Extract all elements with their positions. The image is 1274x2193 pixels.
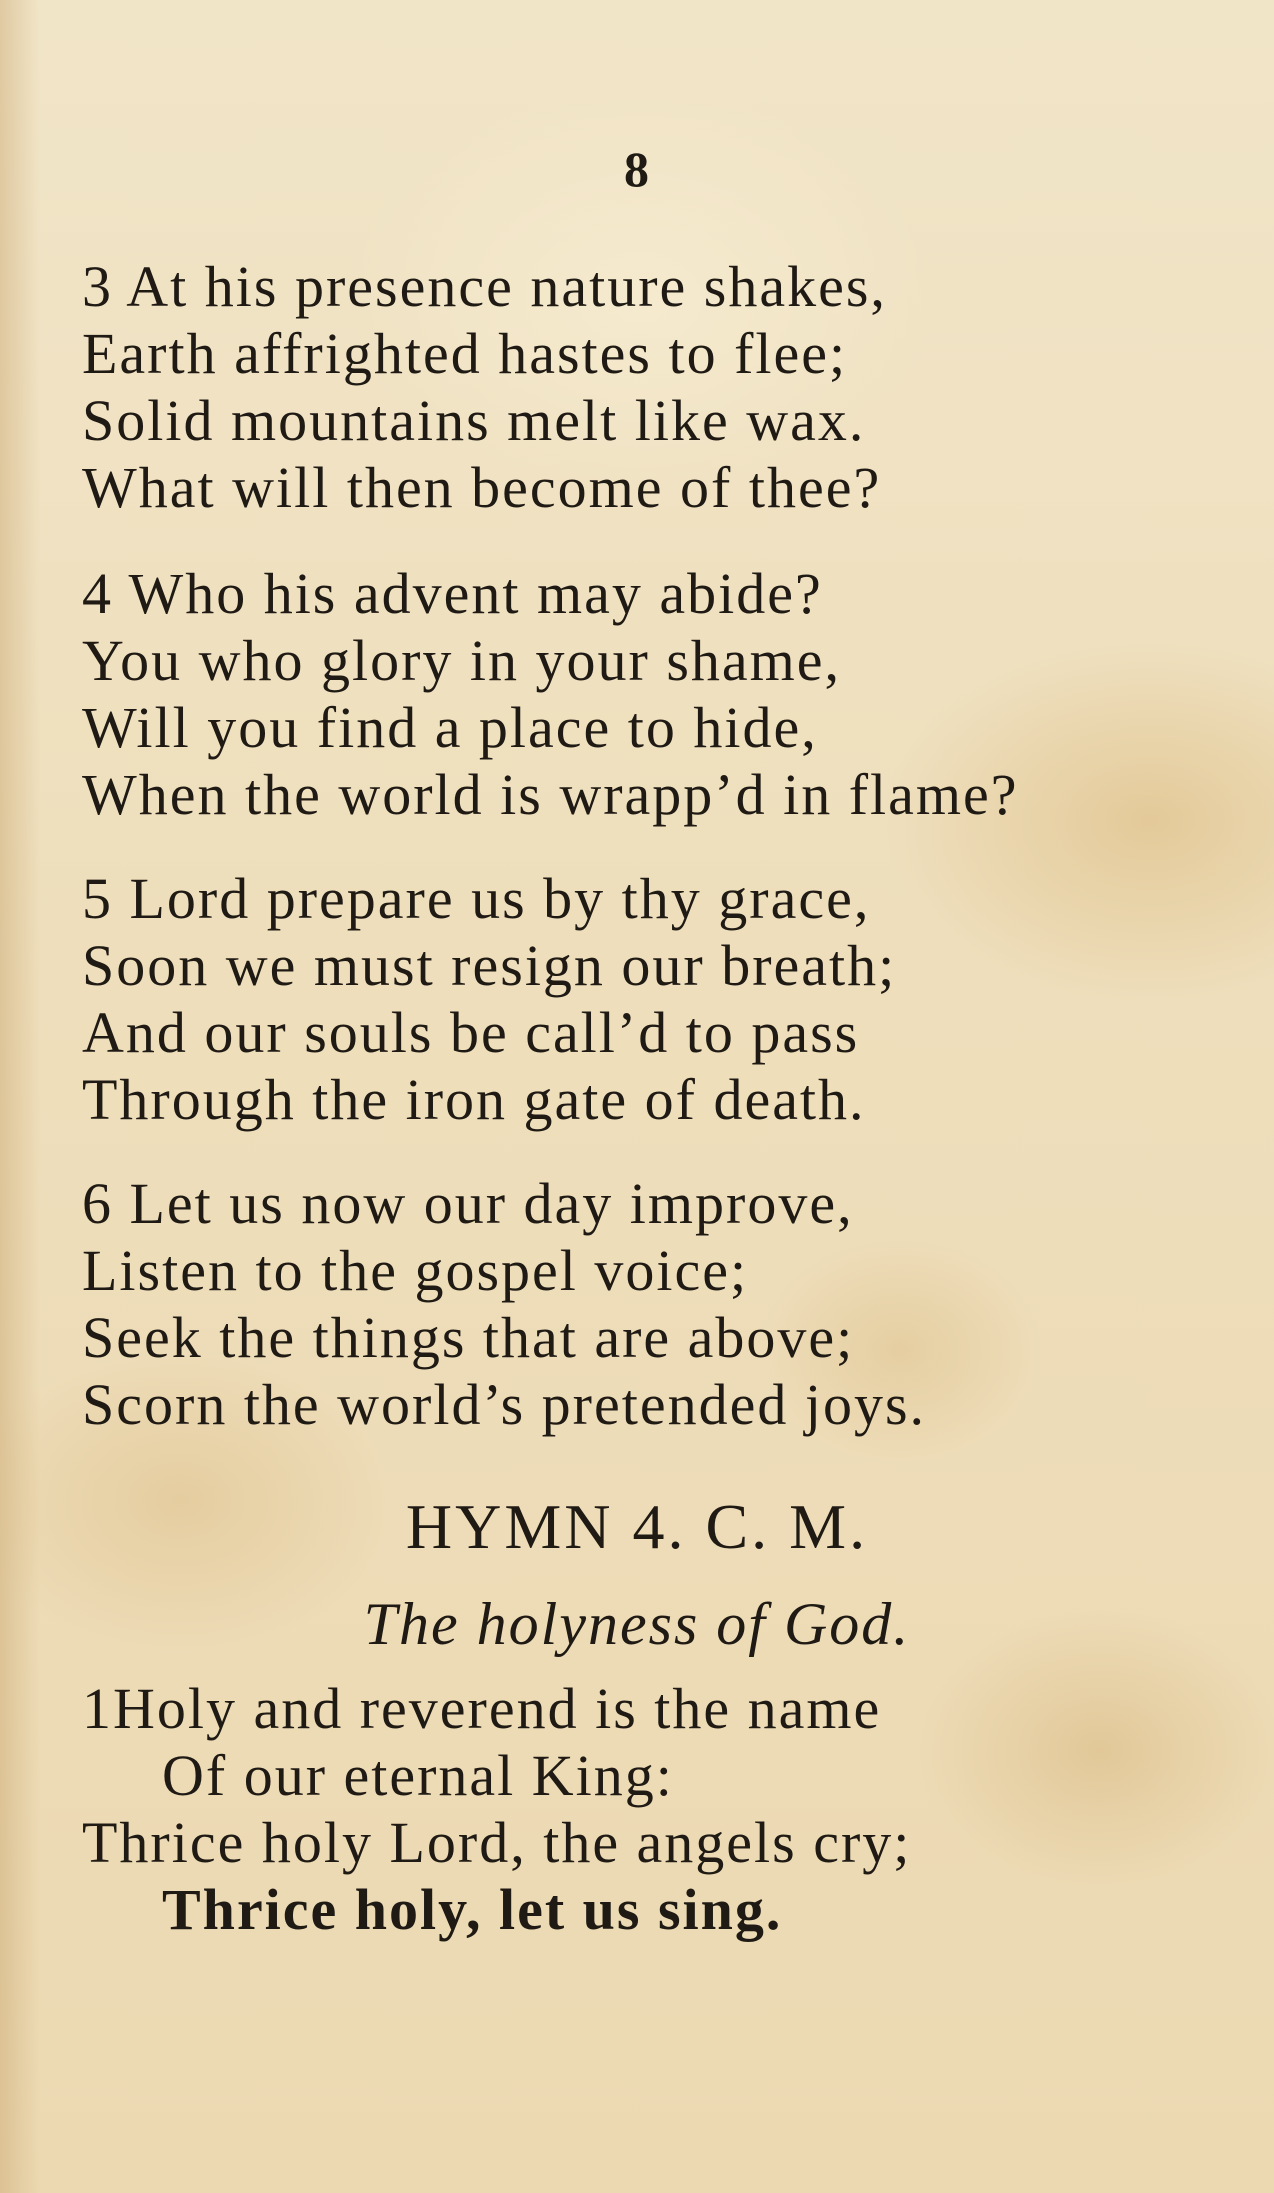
stanza-6 (82, 1170, 1252, 1438)
verse-line: Seek the things that are above; (82, 1305, 855, 1370)
verse-line: When the world is wrapp’d in flame? (82, 762, 1019, 827)
page-number: 8 (624, 141, 650, 197)
verse-line: Through the iron gate of death. (82, 1067, 866, 1132)
hymn-subtitle: The holyness of God. (363, 1591, 911, 1657)
hymn-stanza-1 (82, 1675, 1252, 1943)
verse-line: 3 At his presence nature shakes, (82, 254, 887, 319)
verse-line: Soon we must resign our breath; (82, 933, 897, 998)
verse-line: 6 Let us now our day improve, (82, 1171, 854, 1236)
verse-line: Listen to the gospel voice; (82, 1238, 749, 1303)
verse-line: 5 Lord prepare us by thy grace, (82, 866, 871, 931)
verse-line: And our souls be call’d to pass (82, 1000, 860, 1065)
verse-line: Thrice holy Lord, the angels cry; (82, 1810, 912, 1875)
verse-line: What will then become of thee? (82, 455, 882, 520)
verse-line: Scorn the world’s pretended joys. (82, 1372, 927, 1437)
verse-line: Of our eternal King: (162, 1743, 674, 1808)
hymn-title: HYMN 4. C. M. (405, 1491, 869, 1562)
verse-line: 1Holy and reverend is the name (82, 1676, 882, 1741)
verse-line: Will you find a place to hide, (82, 695, 818, 760)
verse-line: Earth affrighted hastes to flee; (82, 321, 848, 386)
verse-line: Solid mountains melt like wax. (82, 388, 866, 453)
stanza-3 (82, 253, 1252, 521)
verse-line: Thrice holy, let us sing. (162, 1877, 783, 1942)
verse-line: 4 Who his advent may abide? (82, 561, 823, 626)
stanza-5 (82, 865, 1252, 1133)
verse-line: You who glory in your shame, (82, 628, 841, 693)
stanza-4 (82, 560, 1252, 828)
